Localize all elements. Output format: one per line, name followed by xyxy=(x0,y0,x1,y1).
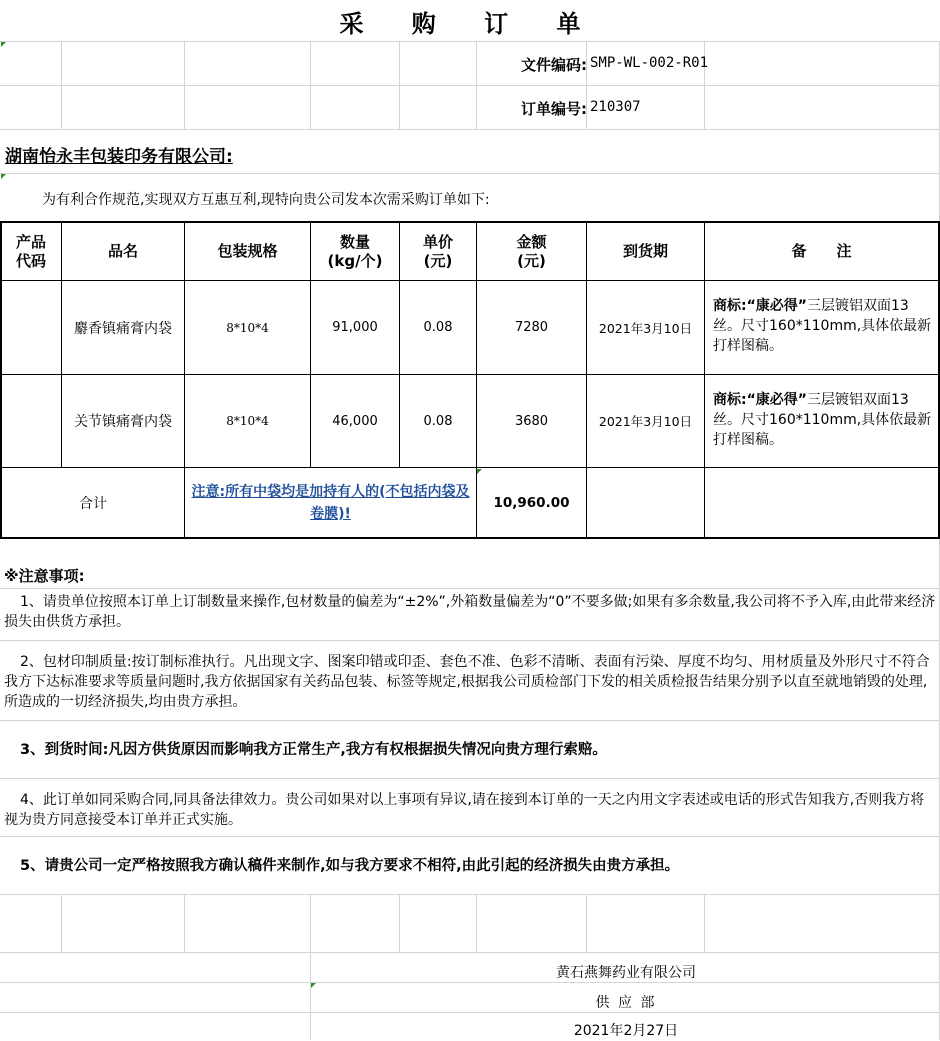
order-no-value: 210307 xyxy=(590,99,641,115)
doc-code-label: 文件编码: xyxy=(521,56,587,74)
note-item-2: 2、包材印制质量:按订制标准执行。凡出现文字、图案印错或印歪、套色不准、色彩不清晰、表面有污染、厚度不均匀、用材质量及外形尺寸不符合我方下达标准要求等质量问题时,我方依据国家有关药品包装、标签等规定,根据我公司质检部门下发的相关质检报告结果分别予以直至就地销毁的处理,所造成的一切经济损失,均由贵方承担。 xyxy=(4,654,930,710)
note-item-3: 3、到货时间:凡因方供货原因而影响我方正常生产,我方有权根据损失情况向贵方理行索赔。 xyxy=(20,742,607,758)
row-quantity: 46,000 xyxy=(332,413,378,429)
header-amount-line2: (元) xyxy=(517,251,546,270)
header-product-code xyxy=(1,223,61,280)
row-arrival-date: 2021年3月10日 xyxy=(598,414,693,429)
row-code xyxy=(2,281,61,374)
header-qty-line1: 数量 xyxy=(339,232,370,251)
header-quantity xyxy=(311,223,399,280)
row-arrival-date: 2021年3月10日 xyxy=(598,320,693,336)
remark-detail: 三层镀铝双面13丝。尺寸160*110mm,具体依最新打样图稿。 xyxy=(713,392,932,448)
doc-code-value: SMP-WL-002-R01 xyxy=(590,55,709,71)
header-arrival-date: 到货期 xyxy=(622,242,668,260)
row-remark xyxy=(705,296,938,356)
order-no-label: 订单编号: xyxy=(521,100,587,118)
row-code xyxy=(2,375,61,467)
header-price-line1: 单价 xyxy=(422,232,453,251)
row-product-name: 关节镇痛膏内袋 xyxy=(74,414,172,430)
header-spec: 包装规格 xyxy=(217,242,278,260)
header-amount-line1: 金额 xyxy=(516,232,547,251)
row-remark xyxy=(705,390,938,450)
row-unit-price: 0.08 xyxy=(423,320,453,335)
header-code-line2: 代码 xyxy=(15,251,46,270)
remark-brand: 商标:“康必得” xyxy=(713,298,808,314)
row-amount: 3680 xyxy=(514,413,549,429)
note-item-1: 1、请贵单位按照本订单上订制数量来操作,包材数量的偏差为“±2%”,外箱数量偏差为“0”不要多做;如果有多余数量,我公司将不予入库,由此带来经济损失由供货方承担。 xyxy=(4,594,936,630)
total-amount: 10,960.00 xyxy=(493,494,570,511)
row-amount: 7280 xyxy=(514,320,549,335)
cell-marker xyxy=(1,174,6,179)
cell-marker xyxy=(1,42,6,47)
row-unit-price: 0.08 xyxy=(423,413,453,429)
total-note xyxy=(185,468,476,537)
total-label: 合计 xyxy=(79,495,107,512)
page-title: 采 购 订 单 xyxy=(339,9,601,38)
signature-department: 供 应 部 xyxy=(595,995,657,1011)
header-amount xyxy=(477,223,586,280)
signature-date: 2021年2月27日 xyxy=(573,1023,679,1039)
header-price-line2: (元) xyxy=(423,251,453,270)
cell-marker xyxy=(311,983,316,988)
supplier-name: 湖南怡永丰包装印务有限公司: xyxy=(5,147,233,167)
header-code-line1: 产品 xyxy=(15,232,46,251)
notes-title: ※注意事项: xyxy=(4,567,85,585)
header-remark: 备 注 xyxy=(791,242,852,260)
header-unit-price xyxy=(400,223,476,280)
remark-detail: 三层镀铝双面13丝。尺寸160*110mm,具体依最新打样图稿。 xyxy=(713,298,932,354)
note-item-5: 5、请贵公司一定严格按照我方确认稿件来制作,如与我方要求不相符,由此引起的经济损失由贵方承担。 xyxy=(20,858,680,874)
total-note-text: 注意:所有中袋均是加持有人的(不包括内袋及卷膜)! xyxy=(191,483,470,522)
remark-brand: 商标:“康必得” xyxy=(713,392,808,408)
signature-company: 黄石燕舞药业有限公司 xyxy=(556,965,696,981)
row-quantity: 91,000 xyxy=(332,320,378,335)
intro-text: 为有利合作规范,实现双方互惠互利,现特向贵公司发本次需采购订单如下: xyxy=(42,192,490,208)
note-item-4: 4、此订单如同采购合同,同具备法律效力。贵公司如果对以上事项有异议,请在接到本订单的一天之内用文字表述或电话的形式告知我方,否则我方将视为贵方同意接受本订单并正式实施。 xyxy=(4,792,925,828)
header-product-name: 品名 xyxy=(107,242,138,260)
row-spec: 8*10*4 xyxy=(226,320,269,335)
row-product-name: 麝香镇痛膏内袋 xyxy=(74,320,172,337)
header-qty-line2: (kg/个) xyxy=(327,251,383,270)
row-spec: 8*10*4 xyxy=(226,414,269,428)
